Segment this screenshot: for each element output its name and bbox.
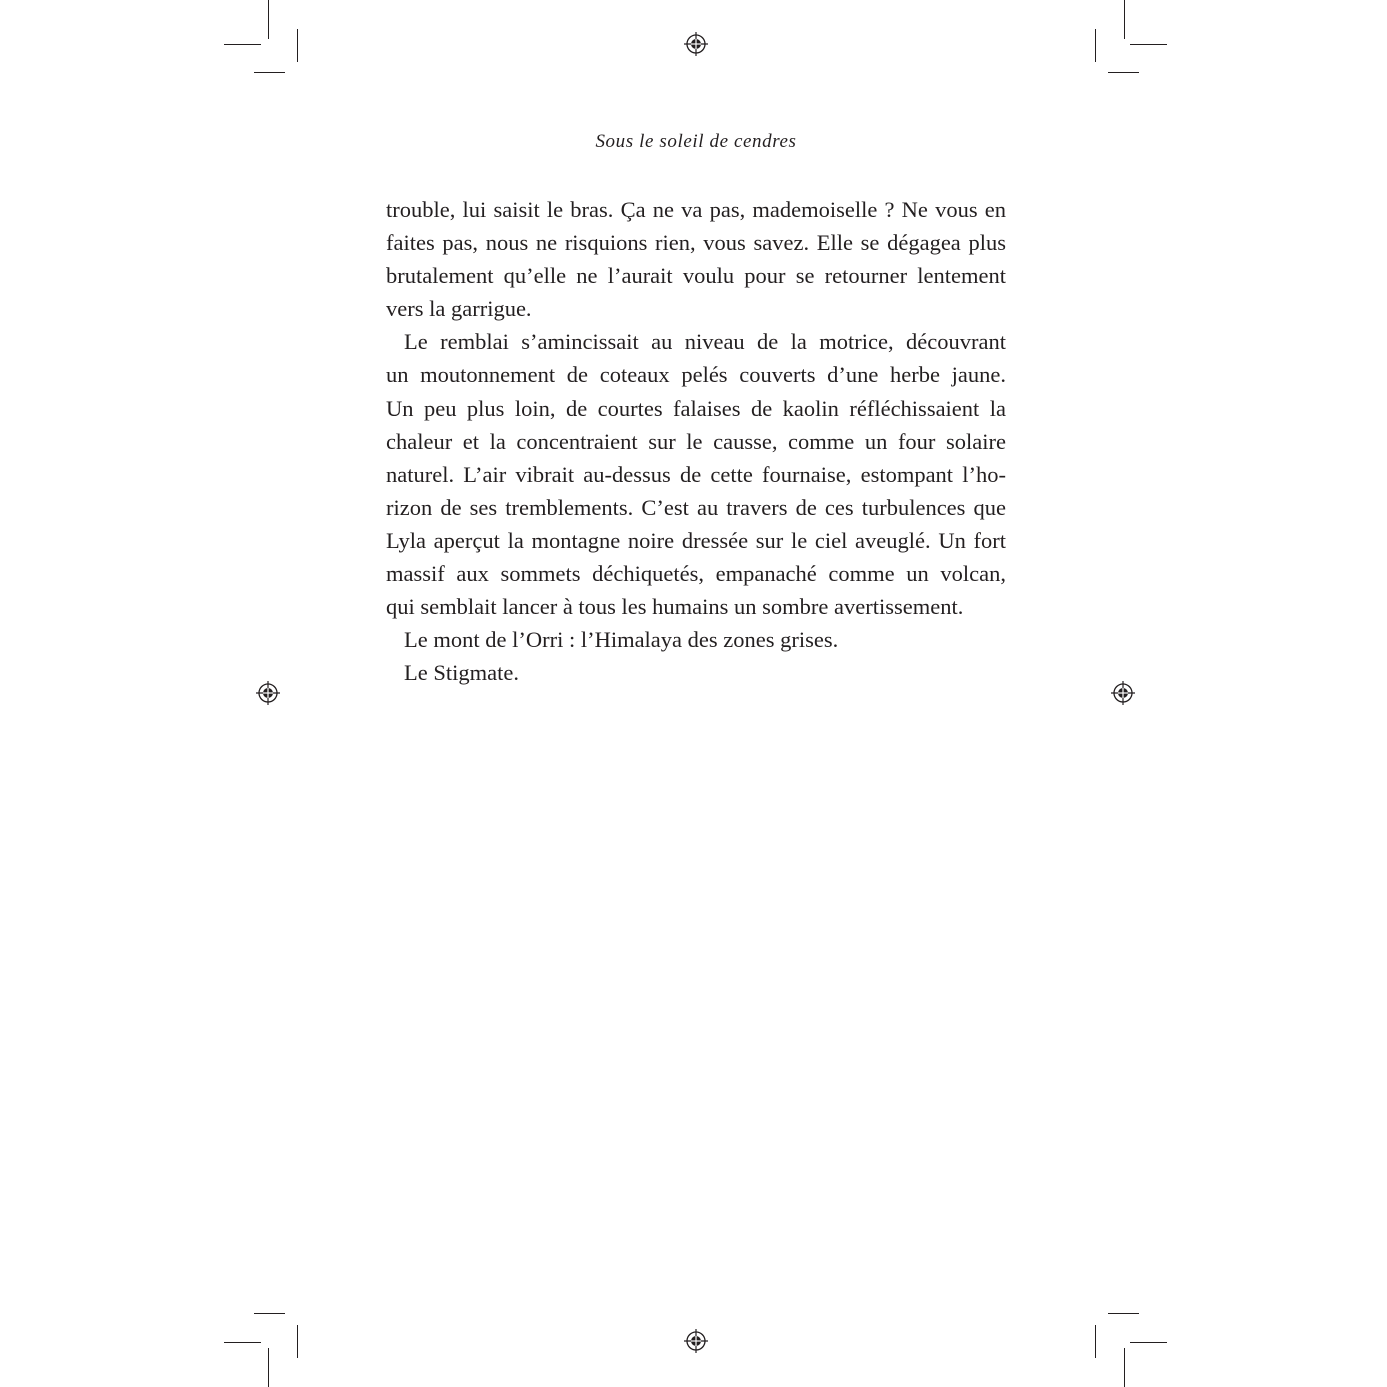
- text-line: brutalement qu’elle ne l’aurait voulu pour se retourner lentement: [386, 263, 1006, 289]
- text-line: faites pas, nous ne risquions rien, vous savez. Elle se dégagea plus: [386, 230, 1006, 256]
- crop-mark-top-left-v: [268, 0, 269, 39]
- crop-mark-top-left-h: [224, 44, 261, 45]
- crop-mark-top-left-v2: [297, 29, 298, 62]
- registration-mark-icon: [684, 1329, 708, 1353]
- crop-mark-bottom-right-v: [1124, 1348, 1125, 1387]
- crop-mark-top-right-v: [1124, 0, 1125, 39]
- registration-mark-icon: [1111, 681, 1135, 705]
- registration-mark-icon: [256, 681, 280, 705]
- crop-mark-top-right-h2: [1108, 72, 1139, 73]
- registration-mark-icon: [684, 32, 708, 56]
- crop-mark-top-left-h2: [254, 72, 285, 73]
- text-line: trouble, lui saisit le bras. Ça ne va pas, mademoiselle ? Ne vous en: [386, 197, 1006, 222]
- text-line: vers la garrigue.: [386, 296, 532, 322]
- crop-mark-bottom-left-h2: [254, 1313, 285, 1314]
- crop-mark-bottom-left-v: [268, 1348, 269, 1387]
- crop-mark-bottom-right-h: [1130, 1342, 1167, 1343]
- text-line: chaleur et la concentraient sur le causse, comme un four solaire: [386, 428, 1006, 454]
- text-line: qui semblait lancer à tous les humains un sombre avertissement.: [386, 594, 964, 620]
- text-line: un moutonnement de coteaux pelés couverts d’une herbe jaune.: [386, 362, 1006, 388]
- crop-mark-bottom-left-h: [224, 1342, 261, 1343]
- text-line: Lyla aperçut la montagne noire dressée sur le ciel aveuglé. Un fort: [386, 527, 1006, 553]
- crop-mark-top-right-h: [1130, 44, 1167, 45]
- crop-mark-bottom-right-v2: [1095, 1325, 1096, 1358]
- running-head: Sous le soleil de cendres: [595, 131, 797, 152]
- text-line: massif aux sommets déchiquetés, empanaché comme un volcan,: [386, 561, 1006, 587]
- crop-mark-bottom-left-v2: [297, 1325, 298, 1358]
- text-line: Le Stigmate.: [404, 660, 519, 686]
- text-line: rizon de ses tremblements. C’est au travers de ces turbulences que: [386, 494, 1006, 520]
- body-text: [386, 193, 1006, 689]
- text-line: Le mont de l’Orri : l’Himalaya des zones grises.: [404, 627, 839, 653]
- crop-mark-bottom-right-h2: [1108, 1313, 1139, 1314]
- text-line: Un peu plus loin, de courtes falaises de kaolin réfléchissaient la: [386, 395, 1006, 421]
- text-line: naturel. L’air vibrait au-dessus de cette fournaise, estompant l’ho-: [386, 461, 1006, 487]
- crop-mark-top-right-v2: [1095, 29, 1096, 62]
- text-line: Le remblai s’amincissait au niveau de la motrice, découvrant: [404, 329, 1006, 355]
